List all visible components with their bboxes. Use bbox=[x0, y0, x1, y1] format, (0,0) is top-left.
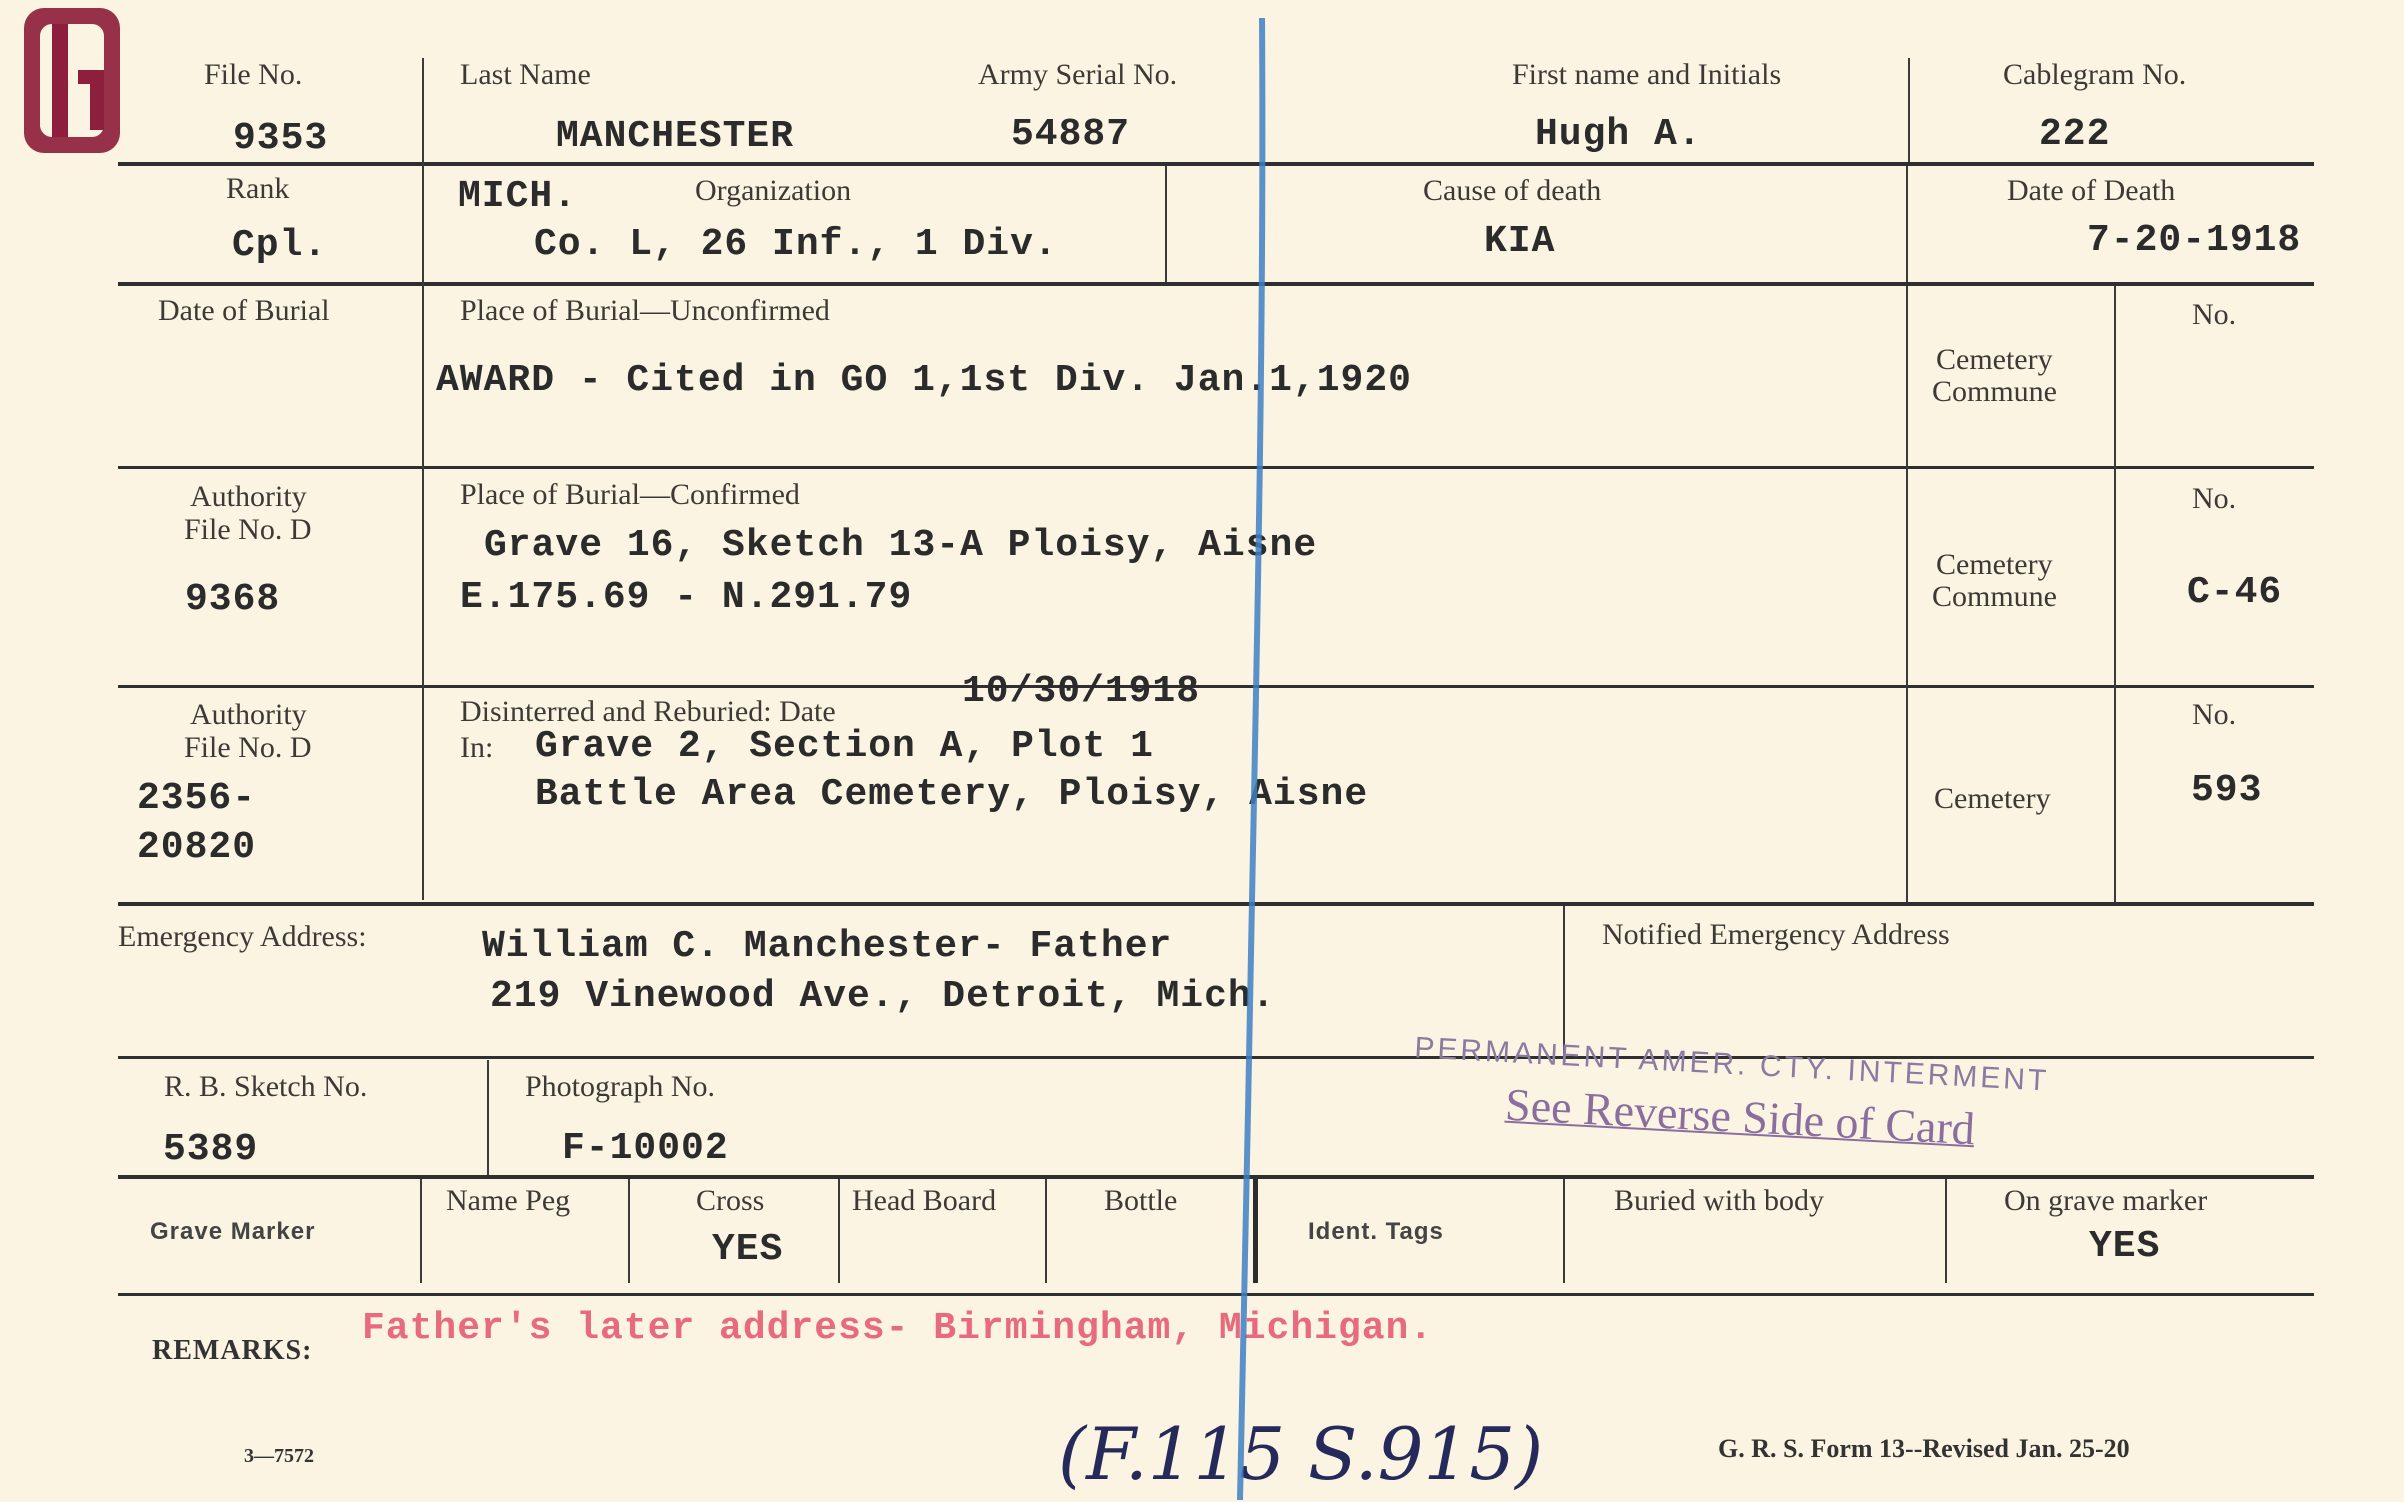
reburial-line1: Grave 2, Section A, Plot 1 bbox=[535, 725, 1154, 768]
on-grave-marker-label: On grave marker bbox=[2004, 1184, 2208, 1217]
emergency-address-line1: William C. Manchester- Father bbox=[482, 925, 1173, 968]
authority-label-2: Authority bbox=[190, 698, 307, 731]
ident-tags-label: Ident. Tags bbox=[1308, 1218, 1444, 1245]
handwritten-file-ref: (F.115 S.915) bbox=[1058, 1412, 1544, 1496]
file-no-value: 9353 bbox=[233, 117, 329, 160]
bottle-label: Bottle bbox=[1104, 1184, 1178, 1217]
cablegram-value: 222 bbox=[2039, 113, 2111, 156]
remarks-value: Father's later address- Birmingham, Michigan. bbox=[362, 1307, 1434, 1350]
emergency-address-line2: 219 Vinewood Ave., Detroit, Mich. bbox=[490, 975, 1276, 1018]
form-name: G. R. S. Form 13--Revised Jan. 25-20 bbox=[1718, 1434, 2130, 1463]
sketch-no-label: R. B. Sketch No. bbox=[164, 1070, 368, 1103]
stamp-see-reverse: See Reverse Side of Card bbox=[1504, 1078, 1977, 1155]
cross-label: Cross bbox=[696, 1184, 765, 1217]
commune-label-2: Commune bbox=[1932, 580, 2057, 613]
sketch-no-value: 5389 bbox=[163, 1128, 259, 1171]
last-name-label: Last Name bbox=[460, 58, 591, 91]
name-peg-label: Name Peg bbox=[446, 1184, 571, 1217]
no-value-2: C-46 bbox=[2187, 571, 2283, 614]
file-no-d-value-2b: 20820 bbox=[137, 826, 257, 869]
place-confirmed-label: Place of Burial—Confirmed bbox=[460, 478, 800, 511]
serial-label: Army Serial No. bbox=[978, 58, 1178, 91]
file-no-d-label-1: File No. D bbox=[184, 513, 312, 546]
no-value-3: 593 bbox=[2191, 769, 2263, 812]
grave-marker-label: Grave Marker bbox=[150, 1218, 316, 1245]
commune-label-1: Commune bbox=[1932, 375, 2057, 408]
remarks-label: REMARKS: bbox=[152, 1335, 313, 1366]
head-board-label: Head Board bbox=[852, 1184, 997, 1217]
file-no-label: File No. bbox=[204, 58, 303, 91]
place-confirmed-line1: Grave 16, Sketch 13-A Ploisy, Aisne bbox=[484, 524, 1318, 567]
cemetery-label-2: Cemetery bbox=[1936, 548, 2053, 581]
rank-value: Cpl. bbox=[232, 224, 328, 267]
organization-label: Organization bbox=[695, 174, 852, 207]
first-name-label: First name and Initials bbox=[1512, 58, 1782, 91]
file-no-d-value-2a: 2356- bbox=[137, 777, 257, 820]
file-no-d-value-1: 9368 bbox=[185, 578, 281, 621]
photograph-no-value: F-10002 bbox=[562, 1127, 729, 1170]
reburial-date-value: 10/30/1918 bbox=[962, 670, 1201, 713]
buried-with-body-label: Buried with body bbox=[1614, 1184, 1824, 1217]
state-value: MICH. bbox=[458, 175, 578, 218]
place-unconfirmed-label: Place of Burial—Unconfirmed bbox=[460, 294, 830, 327]
no-label-1: No. bbox=[2192, 298, 2237, 331]
rank-label: Rank bbox=[226, 172, 290, 205]
date-death-value: 7-20-1918 bbox=[2087, 219, 2302, 262]
organization-value: Co. L, 26 Inf., 1 Div. bbox=[534, 223, 1058, 266]
first-name-value: Hugh A. bbox=[1535, 113, 1702, 156]
notified-address-label: Notified Emergency Address bbox=[1602, 918, 1950, 951]
cablegram-label: Cablegram No. bbox=[2003, 58, 2187, 91]
reburial-line2: Battle Area Cemetery, Ploisy, Aisne bbox=[535, 773, 1369, 816]
cause-value: KIA bbox=[1484, 220, 1556, 263]
date-burial-label: Date of Burial bbox=[158, 294, 330, 327]
file-no-d-label-2: File No. D bbox=[184, 731, 312, 764]
emergency-address-label: Emergency Address: bbox=[118, 920, 367, 953]
no-label-3: No. bbox=[2192, 698, 2237, 731]
form-code: 3—7572 bbox=[244, 1445, 314, 1467]
serial-value: 54887 bbox=[1011, 113, 1131, 156]
date-death-label: Date of Death bbox=[2007, 174, 2176, 207]
cause-label: Cause of death bbox=[1423, 174, 1602, 207]
stamp-permanent-interment: PERMANENT AMER. CTY. INTERMENT bbox=[1413, 1031, 2051, 1098]
last-name-value: MANCHESTER bbox=[556, 115, 795, 158]
place-unconfirmed-value: AWARD - Cited in GO 1,1st Div. Jan.1,1920 bbox=[436, 359, 1412, 402]
no-label-2: No. bbox=[2192, 482, 2237, 515]
place-confirmed-line2: E.175.69 - N.291.79 bbox=[460, 576, 913, 619]
authority-label-1: Authority bbox=[190, 480, 307, 513]
photograph-no-label: Photograph No. bbox=[525, 1070, 715, 1103]
disinterred-label: Disinterred and Reburied: Date bbox=[460, 695, 836, 728]
cemetery-label-3: Cemetery bbox=[1934, 782, 2051, 815]
cross-value: YES bbox=[712, 1228, 784, 1271]
in-label: In: bbox=[460, 731, 494, 764]
cemetery-label-1: Cemetery bbox=[1936, 343, 2053, 376]
on-grave-marker-value: YES bbox=[2089, 1225, 2161, 1268]
